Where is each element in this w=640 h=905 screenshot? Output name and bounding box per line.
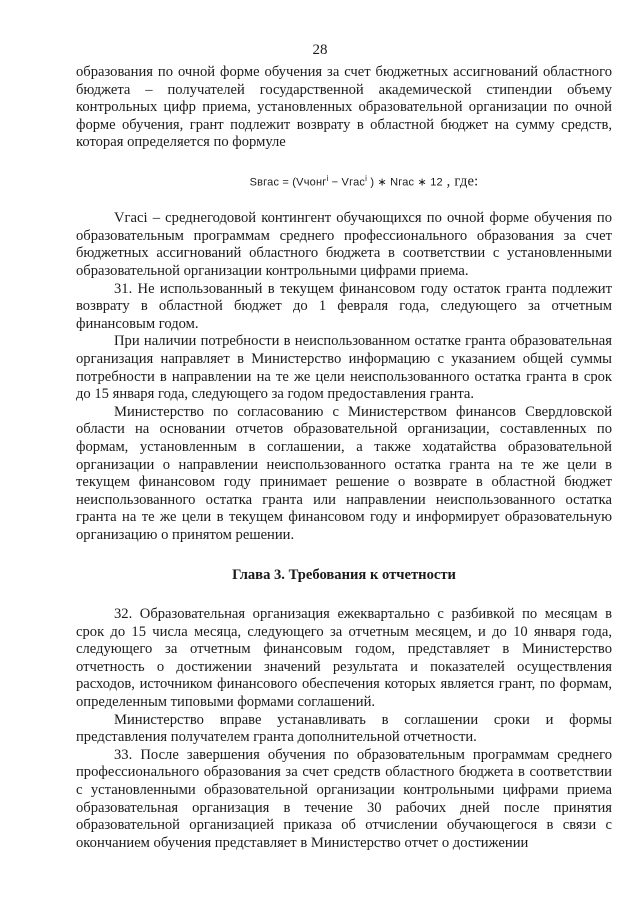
paragraph-need: При наличии потребности в неиспользованном остатке гранта образовательная организация направляет в Министерство информацию с указанием общей суммы потребности в направлении на те же цели неиспользованного остатка гранта в срок до 15 января года, следующего за годом предоставления гранта. xyxy=(76,333,612,403)
paragraph-additional-reporting: Министерство вправе устанавливать в соглашении сроки и формы представления получателем гранта дополнительной отчетности. xyxy=(76,711,612,746)
formula-sup-2: i xyxy=(365,173,368,183)
paragraph-33: 33. После завершения обучения по образовательным программам среднего профессионального образования за счет средств областного бюджета в соответствии с установленными образовательной организации контрольными цифрами приема образовательная организация в течение 30 рабочих дней после принятия образовательной организацией приказа об отчислении обучающегося в связи с окончанием обучения представляет в Министерство отчет о достижении xyxy=(76,746,612,851)
formula-sup-1: i xyxy=(326,173,329,183)
page-number: 28 xyxy=(312,42,328,58)
paragraph-ministry-decision: Министерство по согласованию с Министерством финансов Свердловской области на основании отчетов образовательной организации, составленных по формам, установленным в соглашении, а также ходатайства образовательной организации о направлении неиспользованного остатка гранта на те же цели в текущем финансовом году принимает решение о возврате в областной бюджет неиспользованного остатка гранта или направлении неиспользованного остатка гранта на те же цели в текущем финансовом году и информирует образовательную организацию о принятом решении. xyxy=(76,403,612,543)
formula-lhs: Sвгас = (Vчонг xyxy=(249,176,327,189)
formula xyxy=(116,170,612,192)
formula-mid: − Vгас xyxy=(328,176,366,189)
chapter-heading: Глава 3. Требования к отчетности xyxy=(232,566,456,583)
formula-tail: , где: xyxy=(442,173,479,190)
formula-rhs: ) ∗ Nгас ∗ 12 xyxy=(367,176,443,189)
paragraph-31: 31. Не использованный в текущем финансовом году остаток гранта подлежит возврату в областной бюджет до 1 февраля года, следующего за отчетным финансовым годом. xyxy=(76,280,612,332)
document-body xyxy=(76,64,612,852)
paragraph-continuation: образования по очной форме обучения за счет бюджетных ассигнований областного бюджета – получателей государственной академической стипендии объему контрольных цифр приема, установленных образовательной организации по очной форме обучения, грант подлежит возврату в областной бюджет на сумму средств, которая определяется по формуле xyxy=(76,64,612,151)
paragraph-vgas-definition: Vгасi – среднегодовой контингент обучающихся по очной форме обучения по образовательным программам среднего профессионального образования за счет бюджетных ассигнований областного бюджета в соответствии с установленными образовательной организации контрольными цифрами приема. xyxy=(76,210,612,279)
paragraph-32: 32. Образовательная организация ежеквартально с разбивкой по месяцам в срок до 15 числа месяца, следующего за отчетным месяцем, и до 10 января года, следующего за отчетным финансовым годом, представляет в Министерство отчетность о достижении значений результата и показателей осуществления расходов, источником финансового обеспечения которых является грант, по формам, определенным типовыми формами соглашений. xyxy=(76,606,612,711)
